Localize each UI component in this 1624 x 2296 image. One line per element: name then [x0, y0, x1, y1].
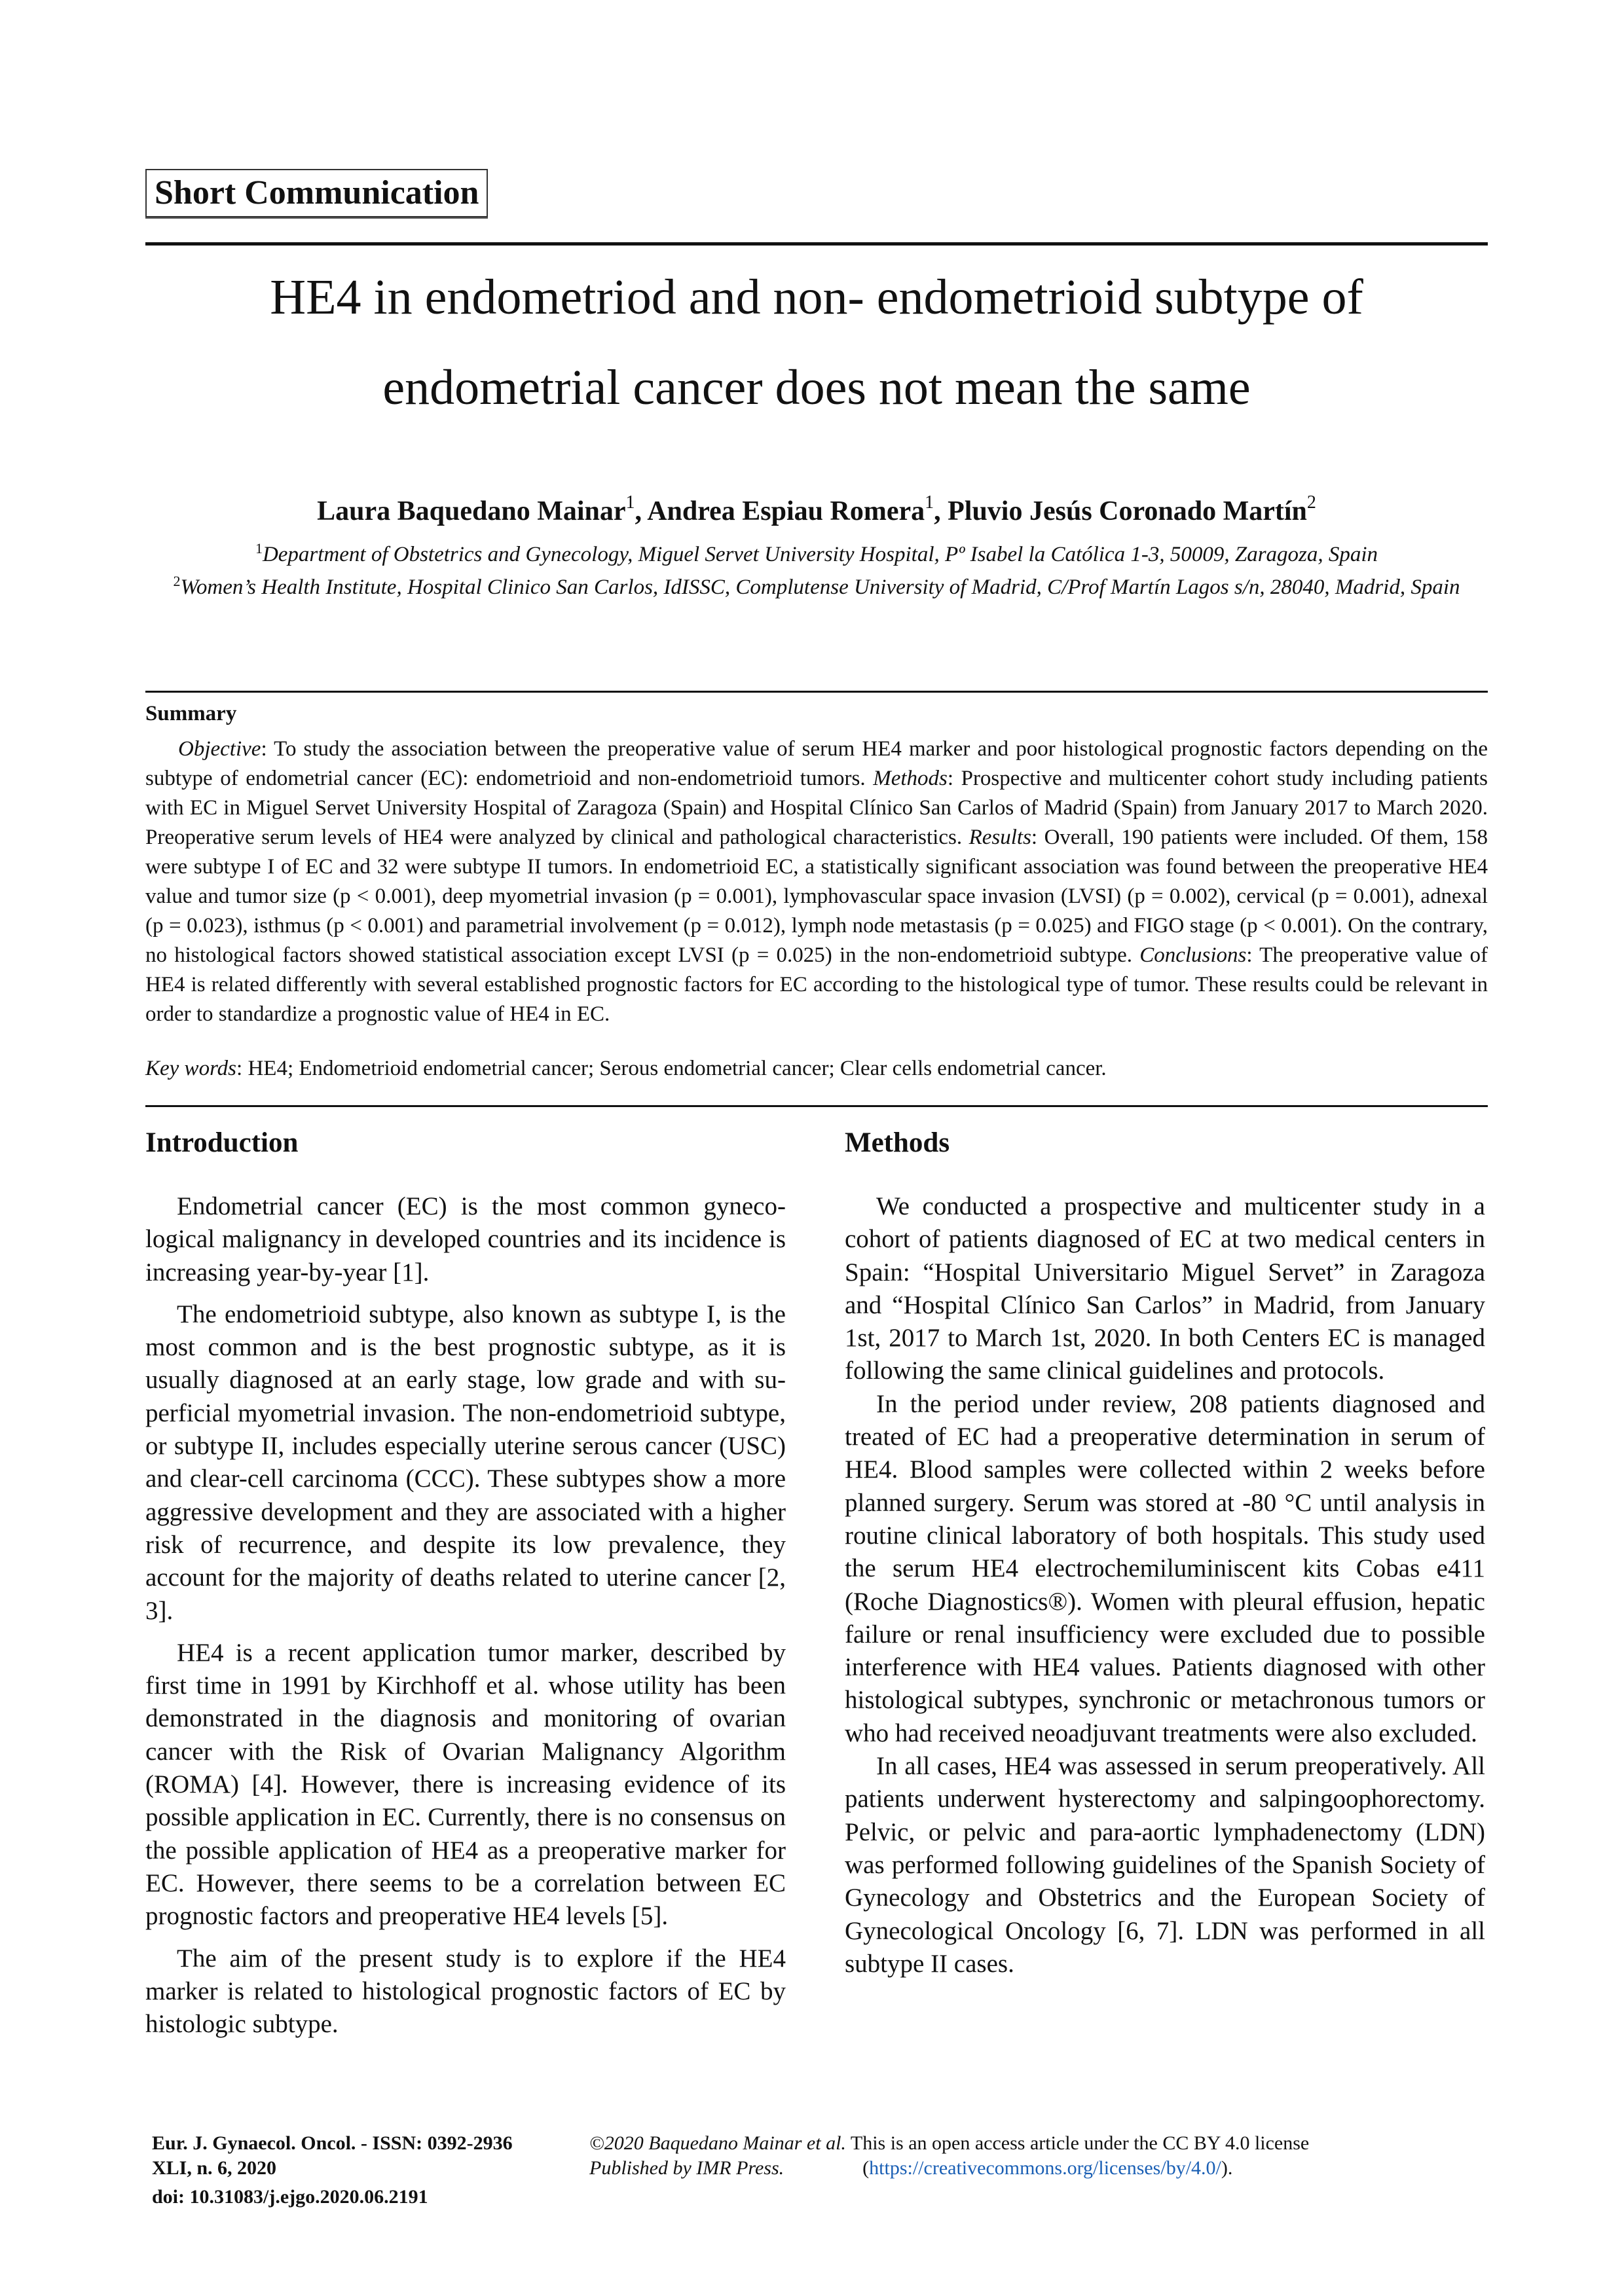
author-name: Pluvio Jesús Coronado Martín — [948, 496, 1307, 526]
intro-paragraph: The endometrioid subtype, also known as subtype I, is the most common and is the best prognostic subtype, as it is usually diagnosed at an early stage, low grade and with superficial myometrial invasion. The non-endometrioid subtype, or subtype II, includes especially uterine serous cancer (USC) and clear-cell carcinoma (CCC). These subtypes show a more aggressive development and they are associated with a higher risk of recurrence, and despite its low prevalence, they account for the majority of deaths related to uterine cancer [2, 3]. — [145, 1300, 786, 1625]
license-info — [589, 2131, 1309, 2181]
journal-issn: Eur. J. Gynaecol. Oncol. - ISSN: 0392-2936 — [152, 2132, 513, 2154]
summary-top-rule — [145, 691, 1488, 693]
affiliation-number: 2 — [173, 573, 181, 589]
methods-section — [845, 1125, 1485, 1980]
doi: doi: 10.31083/j.ejgo.2020.06.2191 — [152, 2186, 428, 2208]
title-line-2: endometrial cancer does not mean the same — [382, 360, 1251, 415]
methods-paragraph: In the period under review, 208 patients diagnosed and treated of EC had a preoperative determination in serum of HE4. Blood samples were collected within 2 weeks before planned surgery. Serum was stored at -80 °C until analysis in routine clinical laboratory of both hospitals. This study used the serum HE4 electrochemiluminiscent kits Cobas e411 (Roche Diagnostics®). Women with pleural effusion, hepatic failure or renal insufficiency were excluded due to possible interference with HE4 values. Patients diagnosed with other histological subtypes, synchronic or metachronous tumors or who had received neoadjuvant treatments were also excluded. — [845, 1389, 1485, 1747]
objective-text: : To study the association between the preoperative value of serum HE4 marker and poor histological prognostic factors depending on the subtype of endometrial cancer (EC): endometrioid and non-endometrioid tumors. — [145, 737, 1488, 790]
intro-paragraph: Endometrial cancer (EC) is the most common gynecological malignancy in developed countries and its incidence is increasing year-by-year [1]. — [145, 1192, 786, 1286]
summary-heading: Summary — [145, 702, 237, 725]
methods-paragraph: We conducted a prospective and multicenter study in a cohort of patients diagnosed of EC at two medical centers in Spain: “Hospital Universitario Miguel Servet” in Zaragoza and “Hospital Clínico San Carlos” in Madrid, from January 1st, 2017 to March 1st, 2020. In both Centers EC is managed following the same clinical guidelines and protocols. — [845, 1192, 1485, 1385]
journal-info — [152, 2131, 513, 2210]
title-line-1: HE4 in endometriod and non- endometrioid subtype of — [270, 270, 1363, 325]
affiliation-marker: 2 — [1306, 492, 1316, 513]
intro-paragraph: HE4 is a recent application tumor marker, described by first time in 1991 by Kirchhoff et al. whose utility has been demonstrated in the diagnosis and monitoring of ovarian cancer with the Risk of Ovarian Malignancy Algorithm (ROMA) [4]. However, there is increasing evidence of its possible application in EC. Currently, there is no consensus on the possible application of HE4 as a preoperative marker for EC. However, there seems to be a correlation between EC prognostic factors and preoperative HE4 levels [5]. — [145, 1638, 786, 1931]
license-link[interactable]: https://creativecommons.org/licenses/by/4.0/ — [869, 2157, 1221, 2179]
author-list: Laura Baquedano Mainar$^1$, Andrea Espiau Romera$^1$, Pluvio Jesús Coronado Martín$^2$ — [317, 492, 1316, 526]
methods-label: Methods — [873, 767, 948, 790]
introduction-section — [145, 1125, 786, 2041]
affiliation-marker: 1 — [625, 492, 635, 513]
methods-heading: Methods — [845, 1127, 950, 1158]
journal-volume: XLI, n. 6, 2020 — [152, 2157, 277, 2179]
summary-bottom-rule — [145, 1105, 1488, 1107]
keywords-label: Key words — [145, 1057, 237, 1080]
keywords — [145, 1054, 1488, 1084]
paren-close: ). — [1221, 2157, 1233, 2179]
article-title — [145, 252, 1488, 433]
affiliation-2 — [145, 564, 1488, 604]
author-name: Andrea Espiau Romera — [647, 496, 925, 526]
copyright-holder: ©2020 Baquedano Mainar et al. — [589, 2132, 846, 2154]
title-top-rule — [145, 242, 1488, 246]
affiliation-text: Women’s Health Institute, Hospital Clinico San Carlos, IdISSC, Complutense University of Madrid, C/Prof Martín Lagos s/n, 28040, Madrid, Spain — [180, 575, 1460, 599]
results-text: : Overall, 190 patients were included. Of them, 158 were subtype I of EC and 32 were subtype II tumors. In endometrioid EC, a statistically significant association was found between the preoperative HE4 value and tumor size (p < 0.001), deep myometrial invasion (p = 0.001), lymphovascular space invasion (LVSI) (p = 0.002), cervical (p = 0.001), adnexal (p = 0.023), isthmus (p < 0.001) and parametrial involvement (p = 0.012), lymph node metastasis (p = 0.025) and FIGO stage (p < 0.001). On the contrary, no histological factors showed statistical association except LVSI (p = 0.025) in the non-endometrioid subtype. — [145, 826, 1488, 967]
publisher: Published by IMR Press. — [589, 2157, 784, 2179]
conclusions-label: Conclusions — [1139, 943, 1247, 967]
keywords-text: : HE4; Endometrioid endometrial cancer; Serous endometrial cancer; Clear cells endometrial cancer. — [236, 1057, 1107, 1080]
methods-paragraph: In all cases, HE4 was assessed in serum preoperatively. All patients underwent hysterectomy and salpingoophorectomy. Pelvic, or pelvic and para-aortic lymphadenectomy (LDN) was performed following guidelines of the Spanish Society of Gynecology and Obstetrics and the European Society of Gynecological Oncology [6, 7]. LDN was performed in all subtype II cases. — [845, 1752, 1485, 1978]
author-name: Laura Baquedano Mainar — [317, 496, 626, 526]
license-statement: This is an open access article under the CC BY 4.0 license — [845, 2132, 1310, 2154]
affiliation-number: 1 — [255, 540, 263, 556]
intro-paragraph: The aim of the present study is to explore if the HE4 marker is related to histological prognostic factors of EC by histologic subtype. — [145, 1944, 786, 2039]
paren-open: ( — [862, 2157, 870, 2179]
summary-abstract — [145, 735, 1488, 1029]
introduction-heading: Introduction — [145, 1127, 299, 1158]
results-label: Results — [969, 826, 1031, 849]
methods-text: : Prospective and multicenter cohort study including patients with EC in Miguel Servet University Hospital of Zaragoza (Spain) and Hospital Clínico San Carlos of Madrid (Spain) from January 2017 to March 2020. Preoperative serum levels of HE4 were analyzed by clinical and pathological characteristics. — [145, 767, 1488, 849]
affiliation-marker: 1 — [925, 492, 934, 513]
objective-label: Objective — [178, 737, 261, 761]
conclusions-text: : The preoperative value of HE4 is related differently with several established prognostic factors for EC according to the histological type of tumor. These results could be relevant in order to standardize a prognostic value of HE4 in EC. — [145, 943, 1488, 1026]
affiliation-text: Department of Obstetrics and Gynecology, Miguel Servet University Hospital, Pº Isabel la Católica 1-3, 50009, Zaragoza, Spain — [262, 543, 1378, 566]
article-type-label: Short Communication — [145, 169, 488, 217]
